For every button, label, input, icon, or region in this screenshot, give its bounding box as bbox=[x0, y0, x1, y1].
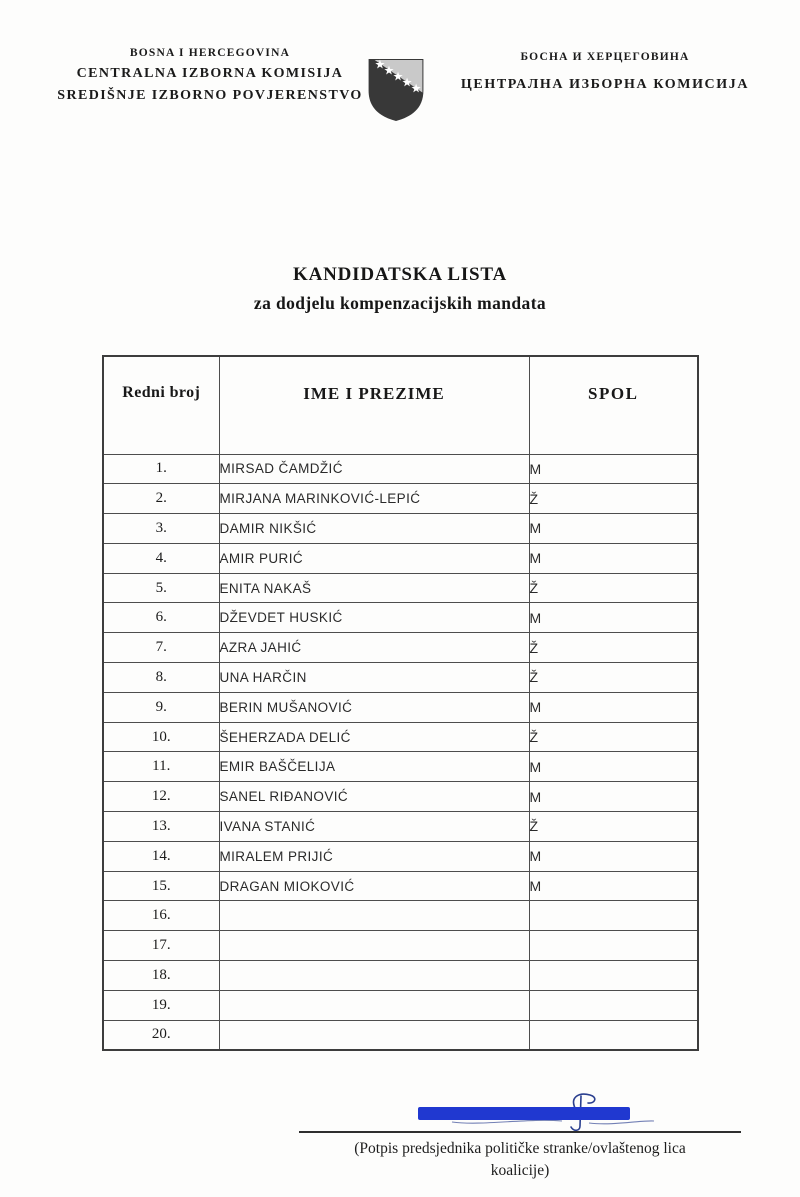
ordinal-cell: 13. bbox=[103, 812, 219, 842]
table-row bbox=[103, 871, 698, 901]
name-cell: SANEL RIĐANOVIĆ bbox=[219, 782, 529, 812]
ordinal-cell: 3. bbox=[103, 514, 219, 544]
letterhead-commission-latin: CENTRALNA IZBORNA KOMISIJA bbox=[76, 65, 344, 81]
ordinal-cell: 6. bbox=[103, 603, 219, 633]
ordinal-cell: 14. bbox=[103, 841, 219, 871]
gender-cell: M bbox=[529, 871, 698, 901]
candidate-table bbox=[102, 355, 699, 1051]
table-header-row bbox=[103, 356, 698, 454]
ordinal-cell: 17. bbox=[103, 931, 219, 961]
name-cell bbox=[219, 1020, 529, 1050]
ordinal-cell: 5. bbox=[103, 573, 219, 603]
name-cell bbox=[219, 990, 529, 1020]
gender-cell: M bbox=[529, 454, 698, 484]
gender-cell: M bbox=[529, 692, 698, 722]
gender-cell: Ž bbox=[529, 633, 698, 663]
gender-cell: M bbox=[529, 543, 698, 573]
table-row bbox=[103, 573, 698, 603]
letterhead-latin bbox=[35, 48, 385, 111]
page-title: KANDIDATSKA LISTA bbox=[292, 264, 508, 285]
table-row bbox=[103, 990, 698, 1020]
column-header-gender: SPOL bbox=[529, 356, 698, 454]
ordinal-cell: 9. bbox=[103, 692, 219, 722]
table-row bbox=[103, 961, 698, 991]
signature-pen-descender bbox=[571, 1096, 581, 1130]
name-cell: MIRSAD ČAMDŽIĆ bbox=[219, 454, 529, 484]
gender-cell bbox=[529, 1020, 698, 1050]
signature-pen-curl bbox=[574, 1094, 595, 1108]
column-header-name: IME I PREZIME bbox=[219, 356, 529, 454]
table-row bbox=[103, 543, 698, 573]
letterhead-country-latin: BOSNA I HERCEGOVINA bbox=[129, 47, 291, 59]
letterhead-commission-cyrillic: ЦЕНТРАЛНА ИЗБОРНА КОМИСИЈА bbox=[460, 76, 750, 92]
signature-pen-underline-left bbox=[452, 1120, 562, 1123]
table-row bbox=[103, 841, 698, 871]
gender-cell bbox=[529, 961, 698, 991]
ordinal-cell: 15. bbox=[103, 871, 219, 901]
ordinal-cell: 2. bbox=[103, 484, 219, 514]
signature-caption-line2: koalicije) bbox=[490, 1162, 550, 1180]
gender-cell: Ž bbox=[529, 722, 698, 752]
name-cell: MIRALEM PRIJIĆ bbox=[219, 841, 529, 871]
gender-cell: M bbox=[529, 752, 698, 782]
table-row bbox=[103, 1020, 698, 1050]
table-row bbox=[103, 663, 698, 693]
gender-cell: M bbox=[529, 514, 698, 544]
name-cell: DRAGAN MIOKOVIĆ bbox=[219, 871, 529, 901]
column-header-ordinal: Redni broj bbox=[103, 356, 219, 454]
ordinal-cell: 11. bbox=[103, 752, 219, 782]
ordinal-cell: 12. bbox=[103, 782, 219, 812]
ordinal-cell: 18. bbox=[103, 961, 219, 991]
document-title-block bbox=[0, 261, 800, 316]
gender-cell: Ž bbox=[529, 663, 698, 693]
gender-cell: Ž bbox=[529, 484, 698, 514]
table-row bbox=[103, 454, 698, 484]
letterhead-commission-croatian: SREDIŠNJE IZBORNO POVJERENSTVO bbox=[57, 87, 363, 103]
name-cell bbox=[219, 961, 529, 991]
signature-caption bbox=[299, 1131, 741, 1183]
ordinal-cell: 20. bbox=[103, 1020, 219, 1050]
table-row bbox=[103, 752, 698, 782]
gender-cell bbox=[529, 990, 698, 1020]
table-row bbox=[103, 484, 698, 514]
table-row bbox=[103, 782, 698, 812]
name-cell: AZRA JAHIĆ bbox=[219, 633, 529, 663]
ordinal-cell: 16. bbox=[103, 901, 219, 931]
name-cell: DAMIR NIKŠIĆ bbox=[219, 514, 529, 544]
letterhead-cyrillic bbox=[440, 52, 770, 92]
name-cell: AMIR PURIĆ bbox=[219, 543, 529, 573]
table-row bbox=[103, 514, 698, 544]
table-row bbox=[103, 812, 698, 842]
gender-cell: Ž bbox=[529, 573, 698, 603]
ordinal-cell: 4. bbox=[103, 543, 219, 573]
ordinal-cell: 1. bbox=[103, 454, 219, 484]
name-cell: DŽEVDET HUSKIĆ bbox=[219, 603, 529, 633]
table-row bbox=[103, 722, 698, 752]
table-row bbox=[103, 603, 698, 633]
table-row bbox=[103, 931, 698, 961]
bih-coat-of-arms-icon bbox=[364, 56, 428, 123]
letterhead-country-cyrillic: БОСНА И ХЕРЦЕГОВИНА bbox=[520, 51, 690, 63]
name-cell: ENITA NAKAŠ bbox=[219, 573, 529, 603]
signature-caption-line1: (Potpis predsjednika političke stranke/ovlaštenog lica bbox=[354, 1140, 686, 1157]
gender-cell: Ž bbox=[529, 812, 698, 842]
gender-cell: M bbox=[529, 603, 698, 633]
name-cell: EMIR BAŠČELIJA bbox=[219, 752, 529, 782]
ordinal-cell: 7. bbox=[103, 633, 219, 663]
table-row bbox=[103, 633, 698, 663]
table-row bbox=[103, 692, 698, 722]
name-cell bbox=[219, 901, 529, 931]
page-subtitle: za dodjelu kompenzacijskih mandata bbox=[253, 292, 547, 313]
gender-cell bbox=[529, 901, 698, 931]
name-cell: MIRJANA MARINKOVIĆ-LEPIĆ bbox=[219, 484, 529, 514]
name-cell: UNA HARČIN bbox=[219, 663, 529, 693]
ordinal-cell: 19. bbox=[103, 990, 219, 1020]
gender-cell: M bbox=[529, 841, 698, 871]
name-cell bbox=[219, 931, 529, 961]
name-cell: ŠEHERZADA DELIĆ bbox=[219, 722, 529, 752]
table-row bbox=[103, 901, 698, 931]
gender-cell bbox=[529, 931, 698, 961]
ordinal-cell: 8. bbox=[103, 663, 219, 693]
name-cell: IVANA STANIĆ bbox=[219, 812, 529, 842]
name-cell: BERIN MUŠANOVIĆ bbox=[219, 692, 529, 722]
gender-cell: M bbox=[529, 782, 698, 812]
signature-redaction-bar bbox=[418, 1107, 630, 1120]
signature-pen-underline-right bbox=[589, 1121, 654, 1124]
ordinal-cell: 10. bbox=[103, 722, 219, 752]
